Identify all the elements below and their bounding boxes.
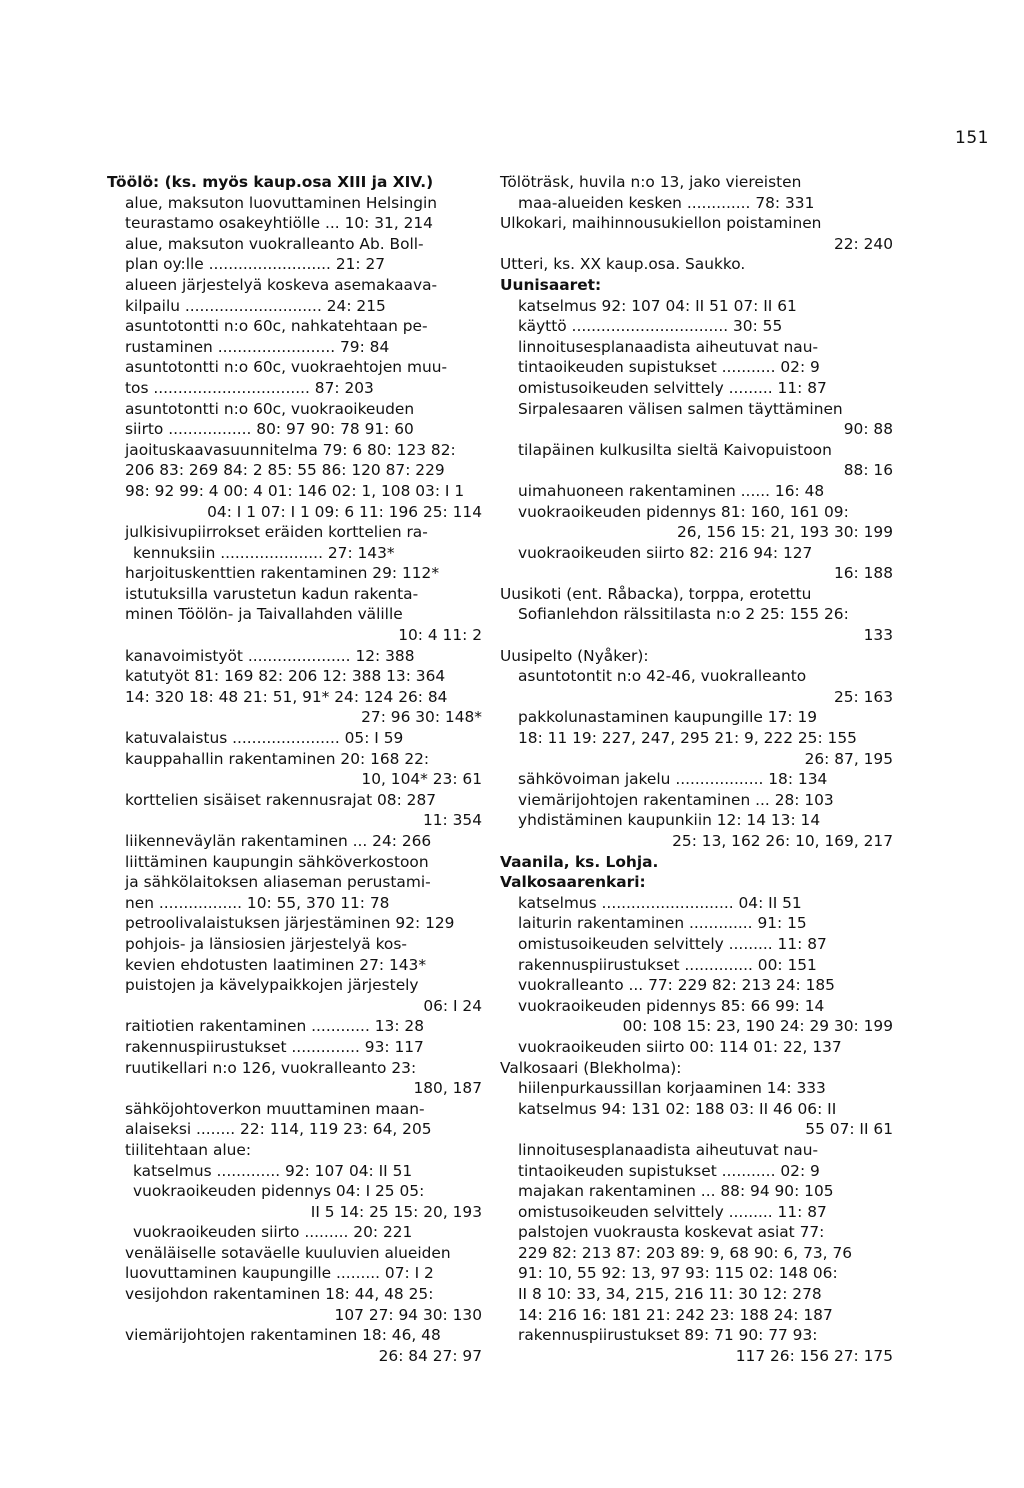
- index-line: ruutikellari n:o 126, vuokralleanto 23:: [125, 1058, 417, 1077]
- index-line: Ulkokari, maihinnousukiellon poistaminen: [500, 214, 822, 233]
- index-line: korttelien sisäiset rakennusrajat 08: 287: [125, 790, 437, 809]
- index-line: vuokraoikeuden siirto 00: 114 01: 22, 137: [518, 1037, 842, 1056]
- index-line: liikenneväylän rakentaminen ... 24: 266: [125, 832, 432, 850]
- index-line: 26: 87, 195: [804, 749, 893, 768]
- index-line: Uunisaaret:: [500, 275, 602, 294]
- index-line: raitiotien rakentaminen ............ 13: 28: [125, 1017, 424, 1036]
- index-line: katselmus 94: 131 02: 188 03: II 46 06: II: [518, 1099, 837, 1118]
- index-line: 14: 320 18: 48 21: 51, 91* 24: 124 26: 84: [125, 687, 448, 706]
- index-line: 88: 16: [843, 461, 893, 480]
- index-line: Utteri, ks. XX kaup.osa. Saukko.: [500, 255, 746, 274]
- index-line: alue, maksuton luovuttaminen Helsingin: [125, 193, 438, 212]
- index-line: 06: I 24: [423, 996, 482, 1015]
- index-line: Sirpalesaaren välisen salmen täyttäminen: [518, 399, 843, 418]
- index-line: liittäminen kaupungin sähköverkostoon: [125, 852, 429, 871]
- index-line: yhdistäminen kaupunkiin 12: 14 13: 14: [518, 811, 821, 830]
- index-line: vuokraoikeuden siirto ......... 20: 221: [133, 1223, 413, 1242]
- index-line: linnoitusesplanaadista aiheutuvat nau-: [518, 337, 818, 356]
- index-line: kennuksiin ..................... 27: 143*: [133, 543, 395, 562]
- index-line: 117 26: 156 27: 175: [735, 1346, 893, 1365]
- index-line: katutyöt 81: 169 82: 206 12: 388 13: 364: [125, 667, 446, 686]
- index-line: katselmus 92: 107 04: II 51 07: II 61: [518, 296, 797, 315]
- index-line: Valkosaari (Blekholma):: [500, 1058, 682, 1077]
- index-line: viemärijohtojen rakentaminen 18: 46, 48: [125, 1326, 441, 1345]
- index-line: vuokraoikeuden pidennys 04: I 25 05:: [133, 1182, 425, 1201]
- index-line: 26, 156 15: 21, 193 30: 199: [677, 523, 893, 542]
- index-line: 25: 13, 162 26: 10, 169, 217: [672, 832, 893, 850]
- index-line: viemärijohtojen rakentaminen ... 28: 103: [518, 790, 834, 809]
- index-line: ja sähkölaitoksen aliaseman perustami-: [125, 873, 431, 892]
- index-line: pakkolunastaminen kaupungille 17: 19: [518, 708, 818, 727]
- index-line: omistusoikeuden selvittely ......... 11: 87: [518, 1202, 827, 1221]
- index-line: tintaoikeuden supistukset ........... 02: 9: [518, 1161, 820, 1180]
- index-line: 26: 84 27: 97: [378, 1346, 482, 1365]
- index-line: laiturin rakentaminen ............. 91: 15: [518, 914, 807, 933]
- index-line: 10: 4 11: 2: [398, 626, 482, 645]
- index-line: venäläiselle sotaväelle kuuluvien alueiden: [125, 1243, 451, 1262]
- index-line: rakennuspiirustukset .............. 00: 151: [518, 955, 817, 974]
- index-line: II 5 14: 25 15: 20, 193: [310, 1202, 482, 1221]
- index-line: asuntotontti n:o 60c, vuokraoikeuden: [125, 399, 415, 418]
- index-line: alueen järjestelyä koskeva asemakaava-: [125, 275, 438, 294]
- index-line: Vaanila, ks. Lohja.: [500, 852, 659, 871]
- index-line: asuntotontti n:o 60c, nahkatehtaan pe-: [125, 317, 428, 336]
- index-line: puistojen ja kävelypaikkojen järjestely: [125, 976, 419, 995]
- index-line: Valkosaarenkari:: [500, 873, 646, 892]
- index-line: uimahuoneen rakentaminen ...... 16: 48: [518, 481, 825, 500]
- index-line: tilapäinen kulkusilta sieltä Kaivopuistoon: [518, 440, 832, 459]
- index-line: plan oy:lle ......................... 21: 27: [125, 255, 386, 274]
- page-number: 151: [955, 128, 989, 148]
- index-line: 11: 354: [422, 811, 482, 830]
- index-line: vuokraoikeuden pidennys 81: 160, 161 09:: [518, 502, 849, 521]
- index-line: rakennuspiirustukset .............. 93: 117: [125, 1037, 424, 1056]
- index-column-right: [500, 172, 893, 1366]
- index-line: tintaoikeuden supistukset ........... 02: 9: [518, 358, 820, 377]
- index-line: 90: 88: [843, 420, 893, 439]
- index-line: tiilitehtaan alue:: [125, 1140, 252, 1159]
- index-line: asuntotontti n:o 60c, vuokraehtojen muu-: [125, 358, 448, 377]
- index-line: 18: 11 19: 227, 247, 295 21: 9, 222 25: 155: [518, 729, 857, 748]
- index-line: nen ................. 10: 55, 370 11: 78: [125, 893, 390, 912]
- index-line: sähkövoiman jakelu .................. 18: 134: [518, 770, 828, 789]
- index-line: katselmus ............. 92: 107 04: II 51: [133, 1161, 413, 1180]
- index-line: Uusikoti (ent. Råbacka), torppa, erotettu: [500, 584, 812, 603]
- index-line: 133: [863, 626, 893, 645]
- index-line: Uusipelto (Nyåker):: [500, 646, 649, 665]
- index-line: rakennuspiirustukset 89: 71 90: 77 93:: [518, 1326, 818, 1345]
- index-line: 27: 96 30: 148*: [361, 708, 482, 727]
- index-line: palstojen vuokrausta koskevat asiat 77:: [518, 1223, 825, 1242]
- index-line: 107 27: 94 30: 130: [334, 1305, 482, 1324]
- index-line: vuokraoikeuden siirto 82: 216 94: 127: [518, 543, 813, 562]
- index-line: kanavoimistyöt ..................... 12: 388: [125, 646, 415, 665]
- index-line: 00: 108 15: 23, 190 24: 29 30: 199: [622, 1017, 893, 1036]
- index-column-left: [107, 172, 482, 1366]
- index-line: asuntotontit n:o 42-46, vuokralleanto: [518, 667, 807, 686]
- index-line: omistusoikeuden selvittely ......... 11: 87: [518, 934, 827, 953]
- index-line: alaiseksi ........ 22: 114, 119 23: 64, 205: [125, 1120, 432, 1139]
- index-line: pohjois- ja länsiosien järjestelyä kos-: [125, 934, 407, 953]
- index-line: omistusoikeuden selvittely ......... 11: 87: [518, 378, 827, 397]
- index-line: harjoituskenttien rakentaminen 29: 112*: [125, 564, 440, 583]
- index-line: kilpailu ............................ 24: 215: [125, 296, 386, 315]
- index-line: katselmus ........................... 04: II 51: [518, 893, 802, 912]
- index-line: sähköjohtoverkon muuttaminen maan-: [125, 1099, 425, 1118]
- index-line: vuokralleanto ... 77: 229 82: 213 24: 185: [518, 976, 835, 995]
- index-line: 180, 187: [413, 1079, 482, 1098]
- index-line: petroolivalaistuksen järjestäminen 92: 129: [125, 914, 455, 933]
- index-line: 206 83: 269 84: 2 85: 55 86: 120 87: 229: [125, 461, 445, 480]
- index-line: majakan rakentaminen ... 88: 94 90: 105: [518, 1182, 834, 1201]
- index-line: luovuttaminen kaupungille ......... 07: I 2: [125, 1264, 434, 1283]
- index-line: minen Töölön- ja Taivallahden välille: [125, 605, 403, 624]
- index-line: 04: I 1 07: I 1 09: 6 11: 196 25: 114: [207, 502, 482, 521]
- index-line: hiilenpurkaussillan korjaaminen 14: 333: [518, 1079, 826, 1098]
- index-line: jaoituskaavasuunnitelma 79: 6 80: 123 82:: [125, 440, 456, 459]
- index-line: teurastamo osakeyhtiölle ... 10: 31, 214: [125, 214, 433, 233]
- index-line: Tölöträsk, huvila n:o 13, jako viereisten: [500, 173, 802, 191]
- index-line: vesijohdon rakentaminen 18: 44, 48 25:: [125, 1285, 434, 1304]
- index-line: linnoitusesplanaadista aiheutuvat nau-: [518, 1140, 818, 1159]
- index-line: 14: 216 16: 181 21: 242 23: 188 24: 187: [518, 1305, 833, 1324]
- index-line: käyttö ................................ 30: 55: [518, 317, 783, 336]
- index-line: II 8 10: 33, 34, 215, 216 11: 30 12: 278: [518, 1285, 822, 1304]
- index-line: 229 82: 213 87: 203 89: 9, 68 90: 6, 73, 76: [518, 1243, 853, 1262]
- index-line: 98: 92 99: 4 00: 4 01: 146 02: 1, 108 03: I 1: [125, 481, 465, 500]
- index-line: istutuksilla varustetun kadun rakenta-: [125, 584, 419, 603]
- index-line: alue, maksuton vuokralleanto Ab. Boll-: [125, 234, 424, 253]
- index-line: 10, 104* 23: 61: [361, 770, 482, 789]
- index-line: 91: 10, 55 92: 13, 97 93: 115 02: 148 06:: [518, 1264, 838, 1283]
- index-line: maa-alueiden kesken ............. 78: 331: [518, 193, 815, 212]
- index-line: 25: 163: [833, 687, 893, 706]
- index-line: katuvalaistus ...................... 05: I 59: [125, 729, 404, 748]
- index-line: vuokraoikeuden pidennys 85: 66 99: 14: [518, 996, 825, 1015]
- index-line: 55 07: II 61: [805, 1120, 893, 1139]
- index-line: siirto ................. 80: 97 90: 78 91: 60: [125, 420, 414, 439]
- index-line: kauppahallin rakentaminen 20: 168 22:: [125, 749, 430, 768]
- index-line: tos ................................ 87: 203: [125, 378, 374, 397]
- index-line: 16: 188: [833, 564, 893, 583]
- index-line: Sofianlehdon rälssitilasta n:o 2 25: 155 26:: [518, 605, 849, 624]
- index-line: Töölö: (ks. myös kaup.osa XIII ja XIV.): [107, 173, 434, 191]
- index-line: 22: 240: [833, 234, 893, 253]
- index-line: rustaminen ........................ 79: 84: [125, 337, 390, 356]
- index-line: kevien ehdotusten laatiminen 27: 143*: [125, 955, 427, 974]
- index-line: julkisivupiirrokset eräiden korttelien ra-: [125, 523, 428, 542]
